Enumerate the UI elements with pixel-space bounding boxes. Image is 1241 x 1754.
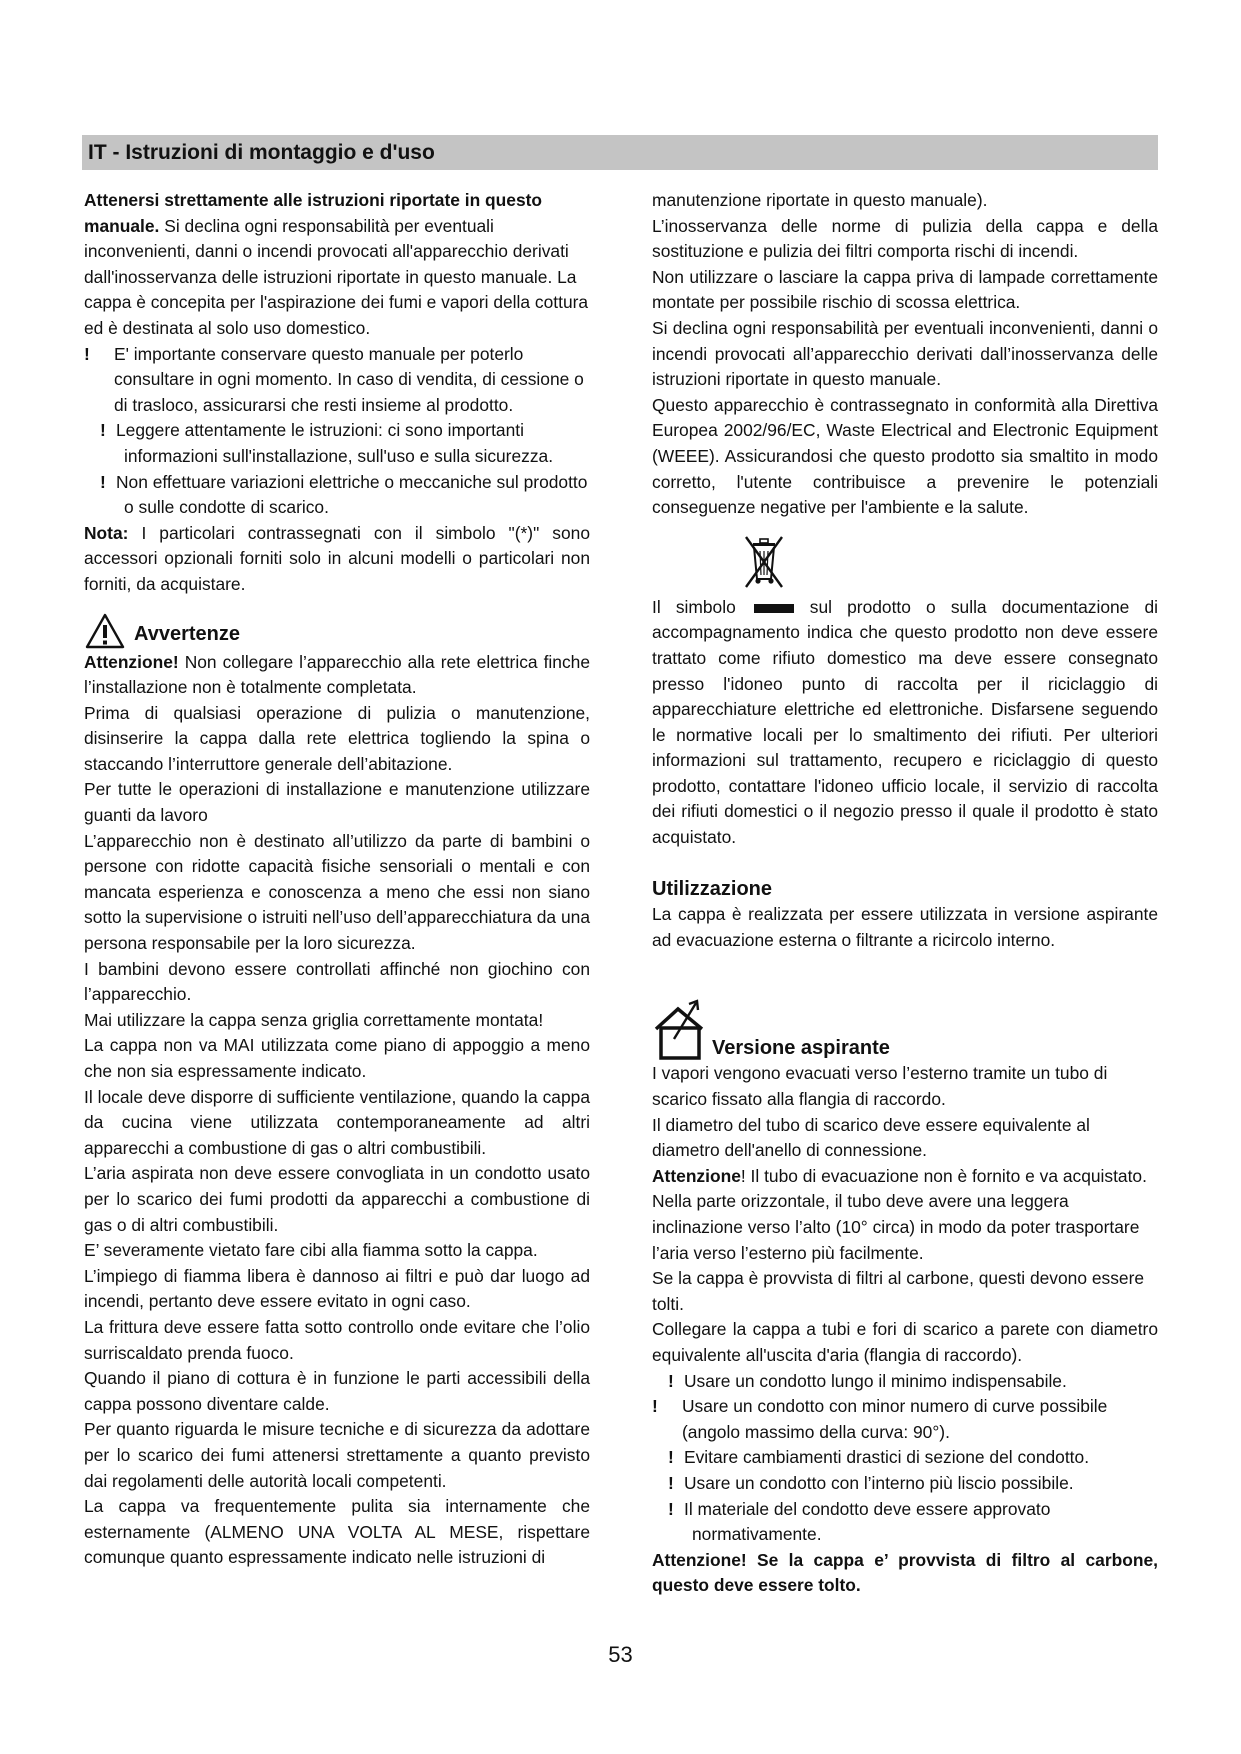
version-title: Versione aspirante [712, 1036, 890, 1059]
bullet-item [652, 1497, 1158, 1548]
paragraph: Questo apparecchio è contrassegnato in conformità alla Direttiva Europea 2002/96/EC, Waste Electrical and Electronic Equipment (WEEE). Assicurandosi che questo prodotto sia smaltito in modo corretto, l'utente contribuisce a prevenire le potenziali conseguenze negative per l'ambiente e la salute. [652, 394, 1158, 518]
bullet-item [84, 342, 590, 419]
page-title: IT - Istruzioni di montaggio e d'uso [88, 141, 435, 164]
paragraph: E’ severamente vietato fare cibi alla fiamma sotto la cappa. [84, 1240, 538, 1261]
intro-text: Si declina ogni responsabilità per eventuali inconvenienti, danni o incendi provocati all'apparecchio derivati dall'inosservanza delle istruzioni riportate in questo manuale. La cappa è concepita per l'aspirazione dei fumi e vapori della cottura ed è destinata al solo uso domestico. [84, 215, 589, 338]
bullet-text: Usare un condotto con minor numero di curve possibile (angolo massimo della curva: 90°). [682, 1396, 1108, 1442]
bullet-mark: ! [84, 343, 90, 364]
bullet-text: E' importante conservare questo manuale per poterlo consultare in ogni momento. In caso di vendita, di cessione o di trasloco, assicurarsi che resti insieme al prodotto. [114, 343, 584, 415]
warnings-heading [84, 612, 590, 650]
symbol-text: sul prodotto o sulla documentazione di accompagnamento indica che questo prodotto non deve essere trattato come rifiuto domestico ma deve essere consegnato presso l'idoneo punto di raccolta per il riciclaggio di apparecchiature elettriche ed elettroniche. Disfarsene seguendo le normative locali per lo smaltimento dei rifiuti. Per ulteriori informazioni sul trattamento, recupero e riciclaggio di questo prodotto, contattare l'idoneo ufficio locale, il servizio di raccolta dei rifiuti domestici o il negozio presso il quale il prodotto è stato acquistato. [652, 596, 1159, 848]
usage-paragraph: La cappa è realizzata per essere utilizzata in versione aspirante ad evacuazione esterna o filtrante a ricircolo interno. [652, 904, 1158, 950]
paragraph: I bambini devono essere controllati affinché non giochino con l’apparecchio. [84, 958, 590, 1005]
paragraph: Collegare la cappa a tubi e fori di scarico a parete con diametro equivalente all'uscita d'aria (flangia di raccordo). [652, 1319, 1158, 1365]
weee-symbol [652, 535, 1158, 595]
bullet-mark: ! [668, 1370, 674, 1391]
bullet-text: Usare un condotto con l’interno più liscio possibile. [684, 1472, 1074, 1493]
nota-paragraph [84, 521, 590, 598]
weee-bar-icon [754, 604, 794, 613]
version-heading [652, 999, 1158, 1061]
paragraph: Il locale deve disporre di sufficiente ventilazione, quando la cappa da cucina viene utilizzata contemporaneamente ad altri apparecchi a combustione di gas o altri combustibili. [84, 1086, 590, 1158]
bullet-item [652, 1445, 1158, 1471]
symbol-prefix: Il simbolo [652, 596, 736, 617]
paragraph: manutenzione riportate in questo manuale). [652, 190, 988, 210]
version-attention-paragraph [652, 1164, 1158, 1190]
paragraph: Se la cappa è provvista di filtri al carbone, questi devono essere tolti. [652, 1268, 1145, 1314]
attention-paragraph [84, 650, 590, 701]
paragraph: La frittura deve essere fatta sotto controllo onde evitare che l’olio surriscaldato prenda fuoco. [84, 1316, 590, 1363]
paragraph: Per tutte le operazioni di installazione e manutenzione utilizzare guanti da lavoro [84, 779, 590, 826]
page-number: 53 [608, 1642, 633, 1667]
paragraph: Prima di qualsiasi operazione di pulizia o manutenzione, disinserire la cappa dalla rete elettrica togliendo la spina o staccando l’interruttore generale dell’abitazione. [84, 702, 590, 774]
bullet-text: Evitare cambiamenti drastici di sezione del condotto. [684, 1447, 1090, 1468]
version-attention-text: ! Il tubo di evacuazione non è fornito e va acquistato. [740, 1165, 1147, 1186]
version-attention-label: Attenzione [652, 1165, 741, 1186]
bullet-text: Il materiale del condotto deve essere approvato normativamente. [684, 1498, 1051, 1545]
paragraph: La cappa va frequentemente pulita sia internamente che esternamente (ALMENO UNA VOLTA AL MESE, rispettare comunque quanto espressamente indicato nelle istruzioni di [84, 1496, 590, 1568]
intro-paragraph [84, 188, 590, 342]
bullet-item [84, 470, 590, 521]
warnings-title: Avvertenze [134, 622, 240, 645]
warning-triangle-icon [84, 612, 126, 650]
bullet-mark: ! [100, 471, 106, 492]
bullet-text: Usare un condotto lungo il minimo indispensabile. [684, 1370, 1067, 1391]
intro-bold: Attenersi strettamente alle istruzioni riportate in questo manuale. [84, 190, 543, 236]
paragraph: Mai utilizzare la cappa senza griglia correttamente montata! [84, 1009, 544, 1030]
weee-paragraph [652, 595, 1158, 851]
attention-label: Attenzione! [84, 651, 179, 672]
bullet-item [84, 418, 590, 469]
nota-label: Nota: [84, 522, 129, 543]
paragraph: L’apparecchio non è destinato all’utilizzo da parte di bambini o persone con ridotte capacità fisiche sensoriali o mentali e con mancata esperienza e conoscenza a meno che essi non siano sotto la supervisione o istruiti nell’uso dell’apparecchiatura da una persona responsabile per la loro sicurezza. [84, 830, 590, 954]
paragraph: L’impiego di fiamma libera è dannoso ai filtri e può dar luogo ad incendi, pertanto deve essere evitato in ogni caso. [84, 1265, 590, 1312]
paragraph: I vapori vengono evacuati verso l’esterno tramite un tubo di scarico fissato alla flangia di raccordo. [652, 1063, 1108, 1110]
house-exhaust-icon [652, 999, 708, 1061]
bullet-text: Non effettuare variazioni elettriche o meccaniche sul prodotto o sulle condotte di scarico. [116, 471, 588, 518]
bullet-mark: ! [668, 1498, 674, 1519]
bullet-mark: ! [668, 1447, 674, 1468]
paragraph: Nella parte orizzontale, il tubo deve avere una leggera inclinazione verso l’alto (10° circa) in modo da poter trasportare l’aria verso l’esterno più facilmente. [652, 1191, 1140, 1263]
paragraph: La cappa non va MAI utilizzata come piano di appoggio a meno che non sia espressamente indicato. [84, 1035, 590, 1081]
right-column [652, 188, 1158, 1599]
bullet-item [652, 1369, 1158, 1395]
paragraph: Non utilizzare o lasciare la cappa priva di lampade correttamente montate per possibile rischio di scossa elettrica. [652, 266, 1158, 313]
bullet-item [652, 1394, 1158, 1445]
paragraph: Per quanto riguarda le misure tecniche e di sicurezza da adottare per lo scarico dei fumi attenersi strettamente a quanto previsto dai regolamenti delle autorità locali competenti. [84, 1419, 590, 1491]
paragraph: Quando il piano di cottura è in funzione le parti accessibili della cappa possono diventare calde. [84, 1368, 590, 1414]
paragraph: Il diametro del tubo di scarico deve essere equivalente al diametro dell'anello di connessione. [652, 1114, 1090, 1161]
nota-text: I particolari contrassegnati con il simbolo "(*)" sono accessori opzionali forniti solo in alcuni modelli o particolari non forniti, da acquistare. [84, 522, 590, 594]
crossed-bin-icon [744, 535, 784, 593]
paragraph: L’inosservanza delle norme di pulizia della cappa e della sostituzione e pulizia dei filtri comporta rischi di incendi. [652, 215, 1158, 262]
bullet-item [652, 1471, 1158, 1497]
bullet-mark: ! [100, 420, 106, 441]
attention-text: Non collegare l’apparecchio alla rete elettrica finche l’installazione non è totalmente completata. [84, 651, 590, 698]
bullet-text: Leggere attentamente le istruzioni: ci sono importanti informazioni sull'installazione, sull'uso e sulla sicurezza. [116, 420, 554, 466]
bullet-mark: ! [668, 1472, 674, 1493]
final-warning: Attenzione! Se la cappa e’ provvista di filtro al carbone, questo deve essere tolto. [652, 1549, 1158, 1596]
section-header-bar [82, 135, 1158, 170]
bullet-mark: ! [652, 1396, 658, 1417]
paragraph: Si declina ogni responsabilità per eventuali inconvenienti, danni o incendi provocati all’apparecchio derivati dall’inosservanza delle istruzioni riportate in questo manuale. [652, 317, 1158, 390]
left-column [84, 188, 590, 1571]
paragraph: L’aria aspirata non deve essere convogliata in un condotto usato per lo scarico dei fumi prodotti da apparecchi a combustione di gas o di altri combustibili. [84, 1163, 590, 1235]
usage-title: Utilizzazione [652, 877, 773, 900]
